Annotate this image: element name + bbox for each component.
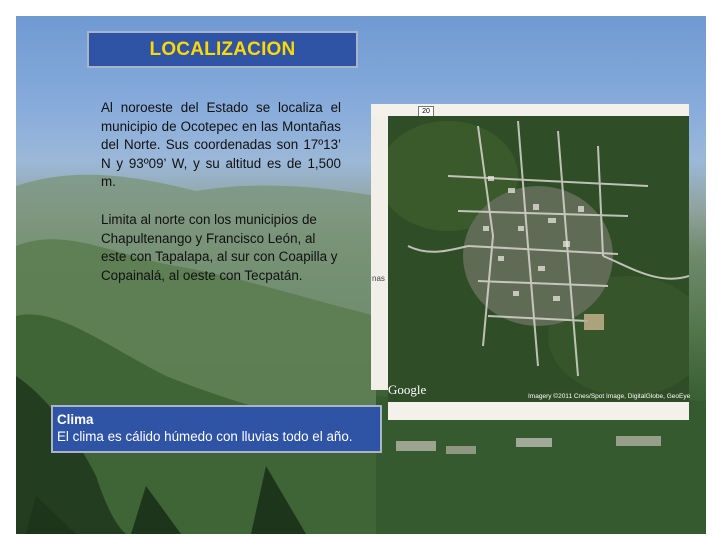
slide-title: LOCALIZACION xyxy=(149,38,296,60)
google-logo: Google xyxy=(388,382,427,397)
map-left-strip xyxy=(371,116,387,390)
map-edge-label: nas xyxy=(372,274,385,283)
climate-box xyxy=(51,405,382,453)
satellite-map[interactable] xyxy=(388,116,689,402)
road-sign: 20 xyxy=(418,106,434,118)
borders-paragraph: Limita al norte con los municipios de Chapultenango y Francisco León, al este con Tapalapa, al sur con Coapilla y Copainalá, al oeste con Tecpatán. xyxy=(101,212,338,283)
satellite-imagery xyxy=(388,116,689,402)
climate-text: El clima es cálido húmedo con lluvias todo el año. xyxy=(57,429,353,444)
map-bottom-strip xyxy=(388,402,689,420)
location-paragraph: Al noroeste del Estado se localiza el municipio de Ocotepec en las Montañas del Norte. Sus coordenadas son 17º13’ N y 93º09’ W, y su altitud es de 1,500 m. xyxy=(101,100,341,189)
title-box xyxy=(87,31,358,68)
climate-title: Clima xyxy=(57,412,94,427)
map-attribution: Imagery ©2011 Cnes/Spot Image, DigitalGlobe, GeoEye xyxy=(528,393,691,400)
